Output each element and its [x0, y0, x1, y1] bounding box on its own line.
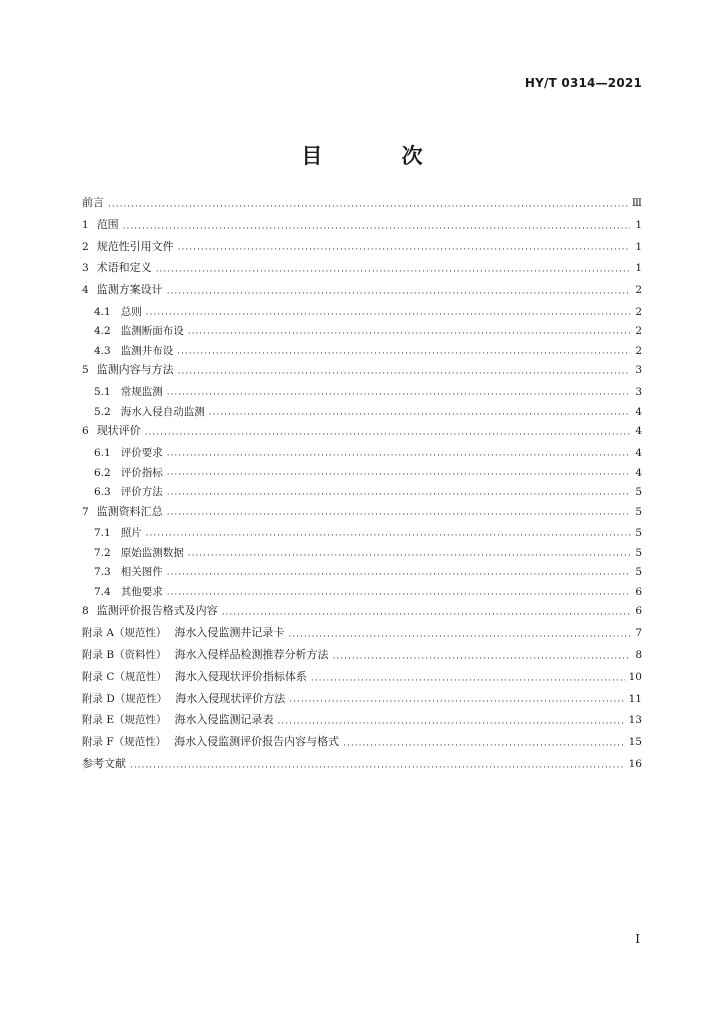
- toc-entry-page: 5: [635, 546, 642, 559]
- dot-leader: [167, 568, 630, 582]
- toc-entry-page: 5: [635, 566, 642, 579]
- standard-code: HY/T 0314—2021: [524, 76, 642, 90]
- toc-entry-title: 监测内容与方法: [96, 363, 174, 377]
- dot-leader: [278, 717, 625, 731]
- dot-leader: [145, 428, 630, 442]
- toc-entry[interactable]: [82, 305, 642, 325]
- toc-entry-title: 术语和定义: [96, 261, 152, 275]
- toc-entry[interactable]: [82, 526, 642, 546]
- toc-entry-label: [94, 446, 163, 460]
- dot-leader: [177, 347, 630, 361]
- toc-entry-page: Ⅲ: [631, 197, 642, 209]
- toc-entry-number: 6: [82, 425, 89, 438]
- toc-title: 目 次: [301, 144, 459, 168]
- toc-entry-page: 3: [635, 364, 642, 377]
- toc-entry-label: [94, 526, 142, 540]
- dot-leader: [178, 243, 630, 257]
- toc-entry-title: 海水入侵自动监测: [120, 405, 205, 418]
- toc-entry-number: 7.3: [94, 566, 111, 579]
- toc-entry-label: [82, 261, 152, 275]
- dot-leader: [167, 287, 630, 301]
- toc-entry[interactable]: [82, 283, 642, 305]
- toc-entry-label: [82, 363, 174, 377]
- toc-entry-number: 附录 B（资料性）: [82, 648, 167, 661]
- dot-leader: [288, 630, 630, 644]
- toc-entry[interactable]: [82, 324, 642, 344]
- toc-entry-page: 5: [635, 486, 642, 499]
- toc-entry-label: [94, 305, 142, 319]
- toc-entry-title: 监测资料汇总: [96, 504, 163, 518]
- toc-entry-number: 6.1: [94, 447, 111, 460]
- dot-leader: [167, 388, 630, 402]
- dot-leader: [146, 529, 630, 543]
- toc-entry-label: [82, 240, 174, 254]
- toc-entry[interactable]: [82, 565, 642, 585]
- toc-entry-label: [82, 713, 274, 727]
- toc-entry-number: 8: [82, 605, 89, 618]
- toc-entry-title: 前言: [82, 196, 104, 209]
- toc-entry[interactable]: [82, 485, 642, 505]
- toc-entry[interactable]: [82, 735, 642, 757]
- toc-entry-number: 3: [82, 262, 89, 275]
- toc-entry-title: 监测断面布设: [120, 325, 184, 338]
- toc-entry-label: [82, 626, 284, 640]
- toc-entry-page: 2: [635, 325, 642, 338]
- toc-entry-title: 海水入侵监测评价报告内容与格式: [174, 735, 340, 749]
- toc-entry-page: 2: [635, 284, 642, 297]
- toc-entry-page: 16: [628, 757, 642, 770]
- toc-entry-page: 1: [635, 240, 642, 253]
- toc-entry-title: 范围: [96, 217, 119, 231]
- toc-entry[interactable]: [82, 546, 642, 566]
- toc-entry-title: 监测井布设: [120, 344, 174, 357]
- dot-leader: [343, 739, 625, 753]
- toc-entry[interactable]: [82, 385, 642, 405]
- dot-leader: [108, 200, 628, 214]
- toc-entry-page: 6: [635, 605, 642, 618]
- toc-entry-title: 总则: [120, 305, 142, 318]
- toc-entry-number: 附录 E（规范性）: [82, 714, 167, 727]
- toc-entry-number: 4.3: [94, 344, 111, 357]
- toc-entry-title: 海水入侵监测记录表: [174, 713, 274, 727]
- toc-entry-page: 2: [635, 344, 642, 357]
- dot-leader: [167, 468, 630, 482]
- toc-entry-label: [82, 757, 126, 771]
- toc-entry-page: 4: [635, 447, 642, 460]
- toc-entry-label: [94, 385, 163, 399]
- dot-leader: [146, 308, 630, 322]
- toc-entry-number: 4.2: [94, 325, 111, 338]
- dot-leader: [123, 222, 630, 236]
- toc-entry-number: 5.2: [94, 405, 111, 418]
- dot-leader: [167, 488, 630, 502]
- toc-entry-number: 4.1: [94, 305, 111, 318]
- toc-entry-label: [94, 565, 163, 579]
- toc-entry-label: [94, 405, 205, 419]
- toc-entry-label: [82, 648, 329, 662]
- toc-entry-title: 海水入侵现状评价指标体系: [174, 669, 307, 683]
- toc-entry-title: 海水入侵现状评价方法: [175, 691, 286, 705]
- toc-entry-page: 5: [635, 527, 642, 540]
- dot-leader: [289, 695, 624, 709]
- dot-leader: [188, 327, 630, 341]
- toc-entry[interactable]: [82, 604, 642, 626]
- dot-leader: [209, 408, 630, 422]
- toc-entry-number: 附录 D（规范性）: [82, 692, 168, 705]
- toc-entry-label: [82, 218, 119, 232]
- toc-entry-title: 相关图件: [120, 566, 163, 579]
- dot-leader: [167, 508, 630, 522]
- toc-entry-number: 6.2: [94, 466, 111, 479]
- toc-entry[interactable]: [82, 363, 642, 385]
- toc-entry[interactable]: [82, 240, 642, 262]
- toc-entry-label: [82, 283, 163, 297]
- toc-entry-title: 其他要求: [120, 585, 163, 598]
- toc-entry-number: 7: [82, 505, 89, 518]
- toc-entry-page: 15: [628, 736, 642, 749]
- dot-leader: [311, 674, 625, 688]
- toc-entry-number: 5.1: [94, 386, 111, 399]
- toc-entry-title: 现状评价: [96, 424, 141, 438]
- toc-entry-page: 8: [635, 648, 642, 661]
- toc-entry-title: 评价要求: [120, 447, 163, 460]
- toc-entry[interactable]: [82, 466, 642, 486]
- toc-entry[interactable]: [82, 626, 642, 648]
- toc-entry[interactable]: [82, 585, 642, 605]
- toc-entry-number: 5: [82, 364, 89, 377]
- toc-entry-title: 照片: [120, 527, 142, 540]
- toc-entry[interactable]: [82, 261, 642, 283]
- toc-entry-title: 原始监测数据: [120, 546, 184, 559]
- toc-entry-label: [94, 344, 173, 358]
- toc-entry-page: 3: [635, 386, 642, 399]
- toc-entry-label: [82, 196, 104, 210]
- toc-entry[interactable]: [82, 692, 642, 714]
- dot-leader: [167, 449, 630, 463]
- toc-entry-label: [82, 505, 163, 519]
- toc-entry[interactable]: [82, 424, 642, 446]
- toc-entry-page: 5: [635, 505, 642, 518]
- toc-entry-number: 附录 F（规范性）: [82, 736, 167, 749]
- toc-entry-title: 常规监测: [120, 386, 163, 399]
- table-of-contents: [82, 196, 642, 779]
- toc-entry-title: 规范性引用文件: [96, 239, 174, 253]
- toc-entry-label: [82, 692, 285, 706]
- toc-entry-number: 2: [82, 240, 89, 253]
- toc-entry-label: [82, 670, 307, 684]
- toc-entry-page: 11: [628, 692, 642, 705]
- toc-entry-page: 7: [635, 627, 642, 640]
- toc-entry[interactable]: [82, 670, 642, 692]
- toc-entry-label: [82, 604, 218, 618]
- toc-entry[interactable]: [82, 446, 642, 466]
- toc-entry-number: 7.1: [94, 527, 111, 540]
- toc-entry-label: [94, 546, 184, 560]
- dot-leader: [188, 549, 630, 563]
- toc-entry-page: 4: [635, 425, 642, 438]
- toc-entry-page: 6: [635, 585, 642, 598]
- toc-entry[interactable]: [82, 405, 642, 425]
- toc-entry-page: 2: [635, 305, 642, 318]
- toc-entry[interactable]: [82, 505, 642, 527]
- toc-entry-label: [82, 424, 141, 438]
- toc-entry-title: 海水入侵监测井记录卡: [174, 626, 285, 640]
- toc-entry-number: 附录 C（规范性）: [82, 670, 167, 683]
- toc-entry-number: 1: [82, 218, 89, 231]
- toc-entry-number: 7.4: [94, 585, 111, 598]
- dot-leader: [130, 761, 625, 775]
- toc-entry[interactable]: [82, 218, 642, 240]
- toc-entry-label: [94, 585, 163, 599]
- dot-leader: [178, 367, 630, 381]
- toc-entry[interactable]: [82, 713, 642, 735]
- dot-leader: [167, 588, 630, 602]
- toc-entry-number: 6.3: [94, 486, 111, 499]
- toc-entry-page: 13: [628, 714, 642, 727]
- dot-leader: [333, 652, 630, 666]
- dot-leader: [222, 608, 630, 622]
- toc-entry-page: 10: [628, 670, 642, 683]
- toc-entry-title: 海水入侵样品检测推荐分析方法: [174, 647, 329, 661]
- dot-leader: [156, 265, 630, 279]
- toc-entry[interactable]: [82, 757, 642, 779]
- toc-entry-page: 4: [635, 405, 642, 418]
- page-number: I: [635, 932, 640, 946]
- toc-entry[interactable]: [82, 648, 642, 670]
- toc-entry-page: 1: [635, 218, 642, 231]
- toc-entry-title: 监测方案设计: [96, 283, 163, 297]
- toc-entry-page: 4: [635, 466, 642, 479]
- toc-entry-title: 监测评价报告格式及内容: [96, 604, 218, 618]
- toc-entry-label: [94, 466, 163, 480]
- toc-entry-title: 评价方法: [120, 486, 163, 499]
- toc-entry-title: 评价指标: [120, 466, 163, 479]
- toc-entry-label: [94, 324, 184, 338]
- toc-entry[interactable]: [82, 344, 642, 364]
- toc-entry-number: 附录 A（规范性）: [82, 627, 167, 640]
- toc-entry-page: 1: [635, 262, 642, 275]
- toc-entry-number: 7.2: [94, 546, 111, 559]
- toc-entry-label: [94, 485, 163, 499]
- toc-entry-label: [82, 735, 339, 749]
- toc-entry-number: 4: [82, 284, 89, 297]
- toc-entry-title: 参考文献: [82, 756, 126, 770]
- toc-entry[interactable]: [82, 196, 642, 218]
